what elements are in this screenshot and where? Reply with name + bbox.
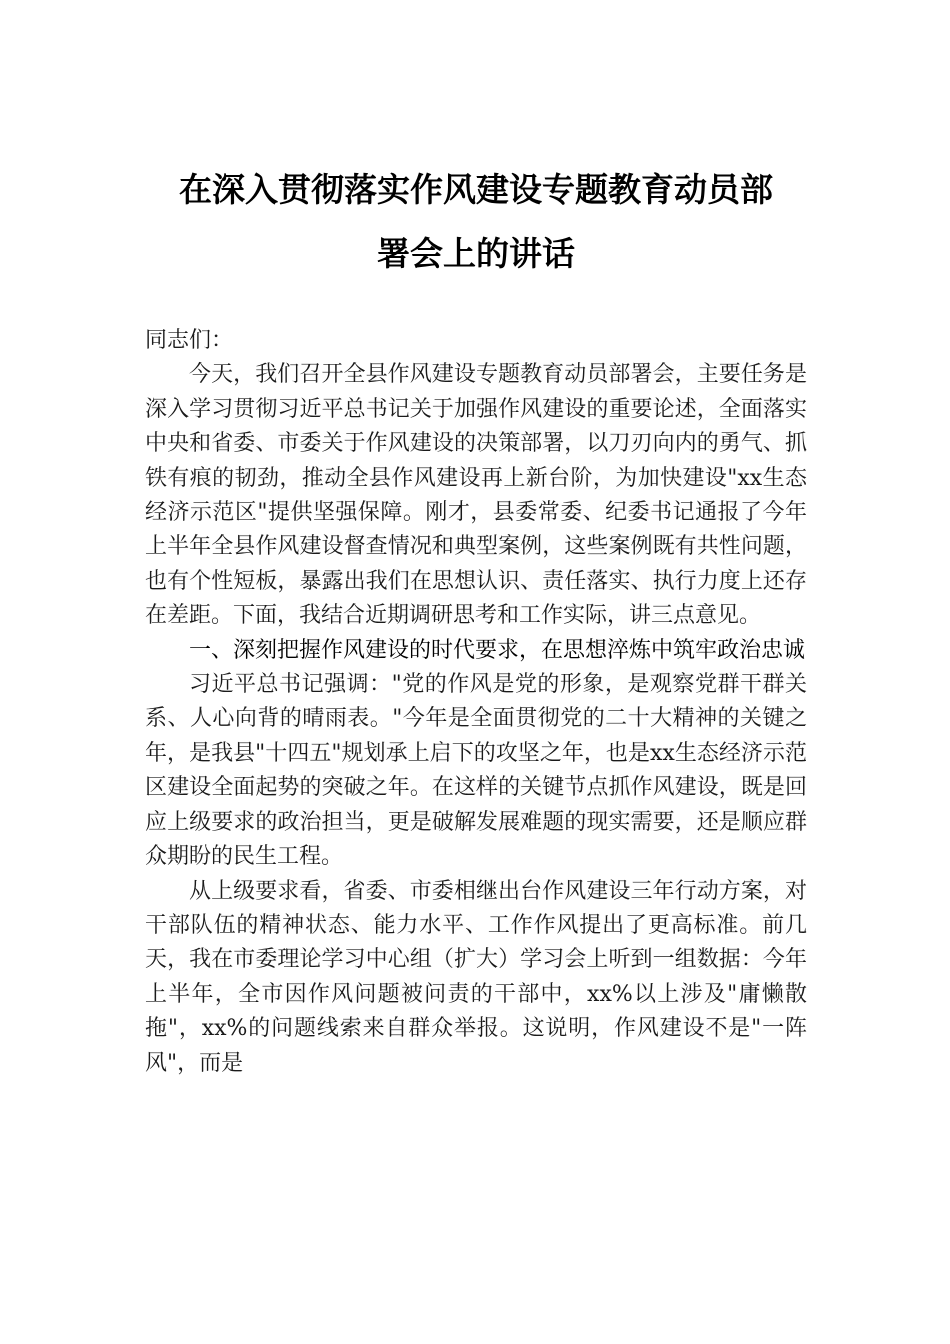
paragraph-quote: 习近平总书记强调："党的作风是党的形象，是观察党群干群关系、人心向背的晴雨表。"今年是全面贯彻党的二十大精神的关键之年，是我县"十四五"规划承上启下的攻坚之年，也是xx生态经济示范区建设全面起势的突破之年。在这样的关键节点抓作风建设，既是回应上级要求的政治担当，更是破解发展难题的现实需要，还是顺应群众期盼的民生工程。 — [145, 672, 807, 870]
document-content — [145, 158, 807, 1081]
paragraph-requirements: 从上级要求看，省委、市委相继出台作风建设三年行动方案，对干部队伍的精神状态、能力水平、工作作风提出了更高标准。前几天，我在市委理论学习中心组（扩大）学习会上听到一组数据：今年上半年，全市因作风问题被问责的干部中，xx%以上涉及"庸懒散拖"，xx%的问题线索来自群众举报。这说明，作风建设不是"一阵风"，而是 — [145, 878, 807, 1076]
title-line-1: 在深入贯彻落实作风建设专题教育动员部 — [179, 170, 773, 209]
paragraph-intro: 今天，我们召开全县作风建设专题教育动员部署会，主要任务是深入学习贯彻习近平总书记关于加强作风建设的重要论述，全面落实中央和省委、市委关于作风建设的决策部署，以刀刃向内的勇气、抓铁有痕的韧劲，推动全县作风建设再上新台阶，为加快建设"xx生态经济示范区"提供坚强保障。刚才，县委常委、纪委书记通报了今年上半年全县作风建设督查情况和典型案例，这些案例既有共性问题，也有个性短板，暴露出我们在思想认识、责任落实、执行力度上还存在差距。下面，我结合近期调研思考和工作实际，讲三点意见。 — [145, 362, 807, 629]
salutation: 同志们： — [145, 328, 234, 353]
document-body — [145, 324, 807, 1081]
document-title — [145, 158, 807, 286]
section-heading-1: 一、深刻把握作风建设的时代要求，在思想淬炼中筑牢政治忠诚 — [189, 637, 806, 663]
title-line-2: 署会上的讲话 — [377, 234, 575, 273]
